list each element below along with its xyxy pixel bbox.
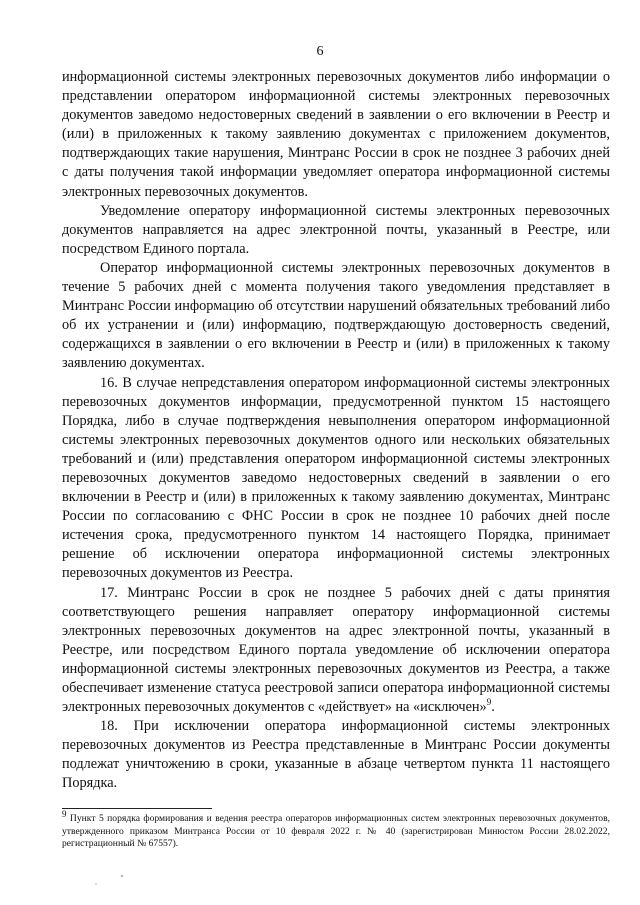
paragraph-notification-address: Уведомление оператору информационной системы электронных перевозочных документов направляется на адрес электронной почты, указанный в Реестре, или посредством Единого портала. bbox=[62, 202, 610, 257]
paragraph-item-16: 16. В случае непредставления оператором информационной системы электронных перевозочных документов информации, предусмотренной пунктом 15 настоящего Порядка, либо в случае подтверждения невыполнения оператором информационной системы электронных перевозочных документов одного или нескольких обязательных требований и (или) представления оператором информационной системы электронных перевозочных документов заведомо недостоверных сведений в заявлении о его включении в Реестр и (или) в приложенных к такому заявлению документах, Минтранс России по согласованию с ФНС России в срок не позднее 10 рабочих дней после истечения срока, предусмотренного пунктом 14 настоящего Порядка, принимает решение об исключении оператора информационной системы электронных перевозочных документов из Реестра. bbox=[62, 374, 610, 582]
paragraph-continuation: информационной системы электронных перевозочных документов либо информации о представлении оператором информационной системы электронных перевозочных документов заведомо недостоверных сведений в заявлении о его включении в Реестр и (или) в приложенных к такому заявлению документах с приложением документов, подтверждающих такие нарушения, Минтранс России в срок не позднее 3 рабочих дней с даты получения такой информации уведомляет оператора информационной системы электронных перевозочных документов. bbox=[62, 69, 610, 200]
footnote-mark: 9 bbox=[62, 808, 67, 819]
footnote-reference: 9 bbox=[486, 697, 492, 708]
item-17-end: . bbox=[491, 699, 495, 716]
item-17-text: 17. Минтранс России в срок не позднее 5 рабочих дней с даты принятия соответствующего решения направляет оператору информационной системы электронных перевозочных документов на адрес электронной почты, указанный в Реестре, или посредством Единого портала уведомление об исключении оператора информационной системы электронных перевозочных документов из Реестра, а также обеспечивает изменение статуса реестровой записи оператора информационной системы электронных перевозочных документов с «действует» на «исключен» bbox=[62, 584, 610, 716]
paragraph-item-18: 18. При исключении оператора информационной системы электронных перевозочных документов из Реестра представленные в Минтранс России документы подлежат уничтожению в сроки, указанные в абзаце четвертом пункта 11 настоящего Порядка. bbox=[62, 718, 610, 792]
page-number: 6 bbox=[316, 44, 324, 59]
footnote-text: Пункт 5 порядка формирования и ведения реестра операторов информационных систем электронных перевозочных документов, утвержденного приказом Минтранса России от 10 февраля 2022 г. № 40 (зарегистрирован Минюстом России 28.02.2022, регистрационный № 67557). bbox=[62, 813, 610, 850]
paragraph-operator-response: Оператор информационной системы электронных перевозочных документов в течение 5 рабочих дней с момента получения такого уведомления представляет в Минтранс России информацию об отсутствии нарушений обязательных требований либо об их устранении и (или) информацию, подтверждающую достоверность сведений, содержащихся в заявлении о его включении в Реестр и (или) в приложенных к такому заявлению документах. bbox=[62, 259, 610, 372]
